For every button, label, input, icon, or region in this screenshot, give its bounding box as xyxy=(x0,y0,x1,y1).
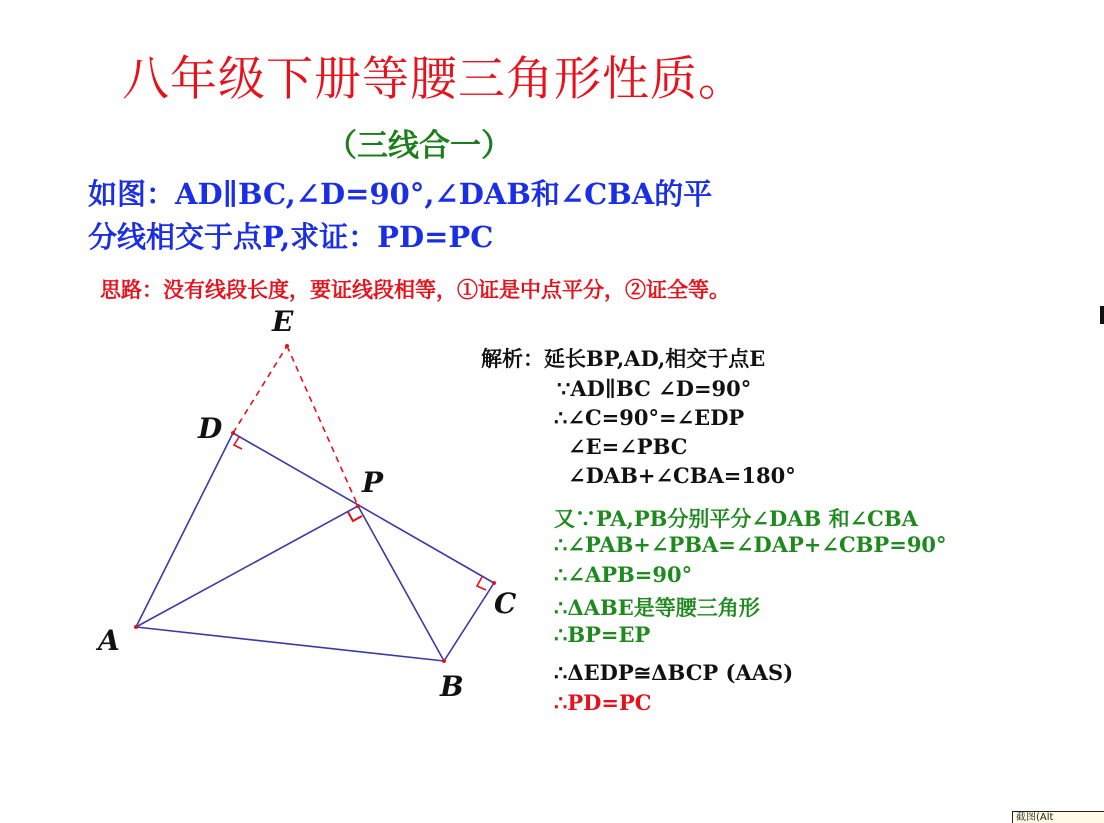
solution-step: ∴∠C=90°=∠EDP xyxy=(554,405,745,430)
page-subtitle: （三线合一） xyxy=(326,128,512,164)
right-angle-mark-C xyxy=(477,577,486,590)
extension-DE xyxy=(233,346,287,433)
solution-step: ∴BP=EP xyxy=(554,622,651,647)
label-P: P xyxy=(362,466,384,499)
segment-CB xyxy=(444,583,494,661)
vertex-B xyxy=(442,659,446,663)
vertex-P xyxy=(356,504,360,508)
solution-step: ∴∠APB=90° xyxy=(554,562,693,587)
solution-step: ∴∠PAB+∠PBA=∠DAP+∠CBP=90° xyxy=(554,532,947,557)
solution-step: ∠DAB+∠CBA=180° xyxy=(568,463,796,488)
label-C: C xyxy=(494,587,517,620)
solution-conclusion: ∴PD=PC xyxy=(554,690,652,715)
segment-AD xyxy=(136,433,233,627)
problem-line-2: 分线相交于点P,求证：PD=PC xyxy=(88,220,494,254)
solution-step: ∠E=∠PBC xyxy=(568,434,688,459)
extension-PE xyxy=(287,346,358,506)
label-E: E xyxy=(272,305,294,338)
segment-AP xyxy=(136,506,358,627)
solution-step: ∴ΔABE是等腰三角形 xyxy=(554,595,760,620)
vertex-D xyxy=(231,431,235,435)
vertex-E xyxy=(285,344,289,348)
label-A: A xyxy=(98,624,120,657)
vertex-C xyxy=(492,581,496,585)
segment-DC xyxy=(233,433,494,583)
screenshot-tooltip: 截图(Alt xyxy=(1012,811,1104,823)
segment-BA xyxy=(136,627,444,661)
solution-step: 解析：延长BP,AD,相交于点E xyxy=(481,346,766,371)
vertex-A xyxy=(134,625,138,629)
label-D: D xyxy=(198,412,223,445)
problem-line-1: 如图：AD∥BC,∠D=90°,∠DAB和∠CBA的平 xyxy=(88,177,713,211)
solution-step: 又∵PA,PB分别平分∠DAB 和∠CBA xyxy=(554,506,918,531)
right-angle-mark-D xyxy=(234,437,242,449)
right-angle-mark-P xyxy=(348,512,362,521)
solution-step: ∵AD∥BC ∠D=90° xyxy=(557,376,752,401)
solution-step: ∴ΔEDP≅ΔBCP (AAS) xyxy=(554,660,794,685)
solution-hint: 思路：没有线段长度，要证线段相等，①证是中点平分，②证全等。 xyxy=(100,277,730,302)
label-B: B xyxy=(440,670,464,703)
page-title: 八年级下册等腰三角形性质。 xyxy=(122,52,746,107)
cursor-mark xyxy=(1100,306,1104,324)
